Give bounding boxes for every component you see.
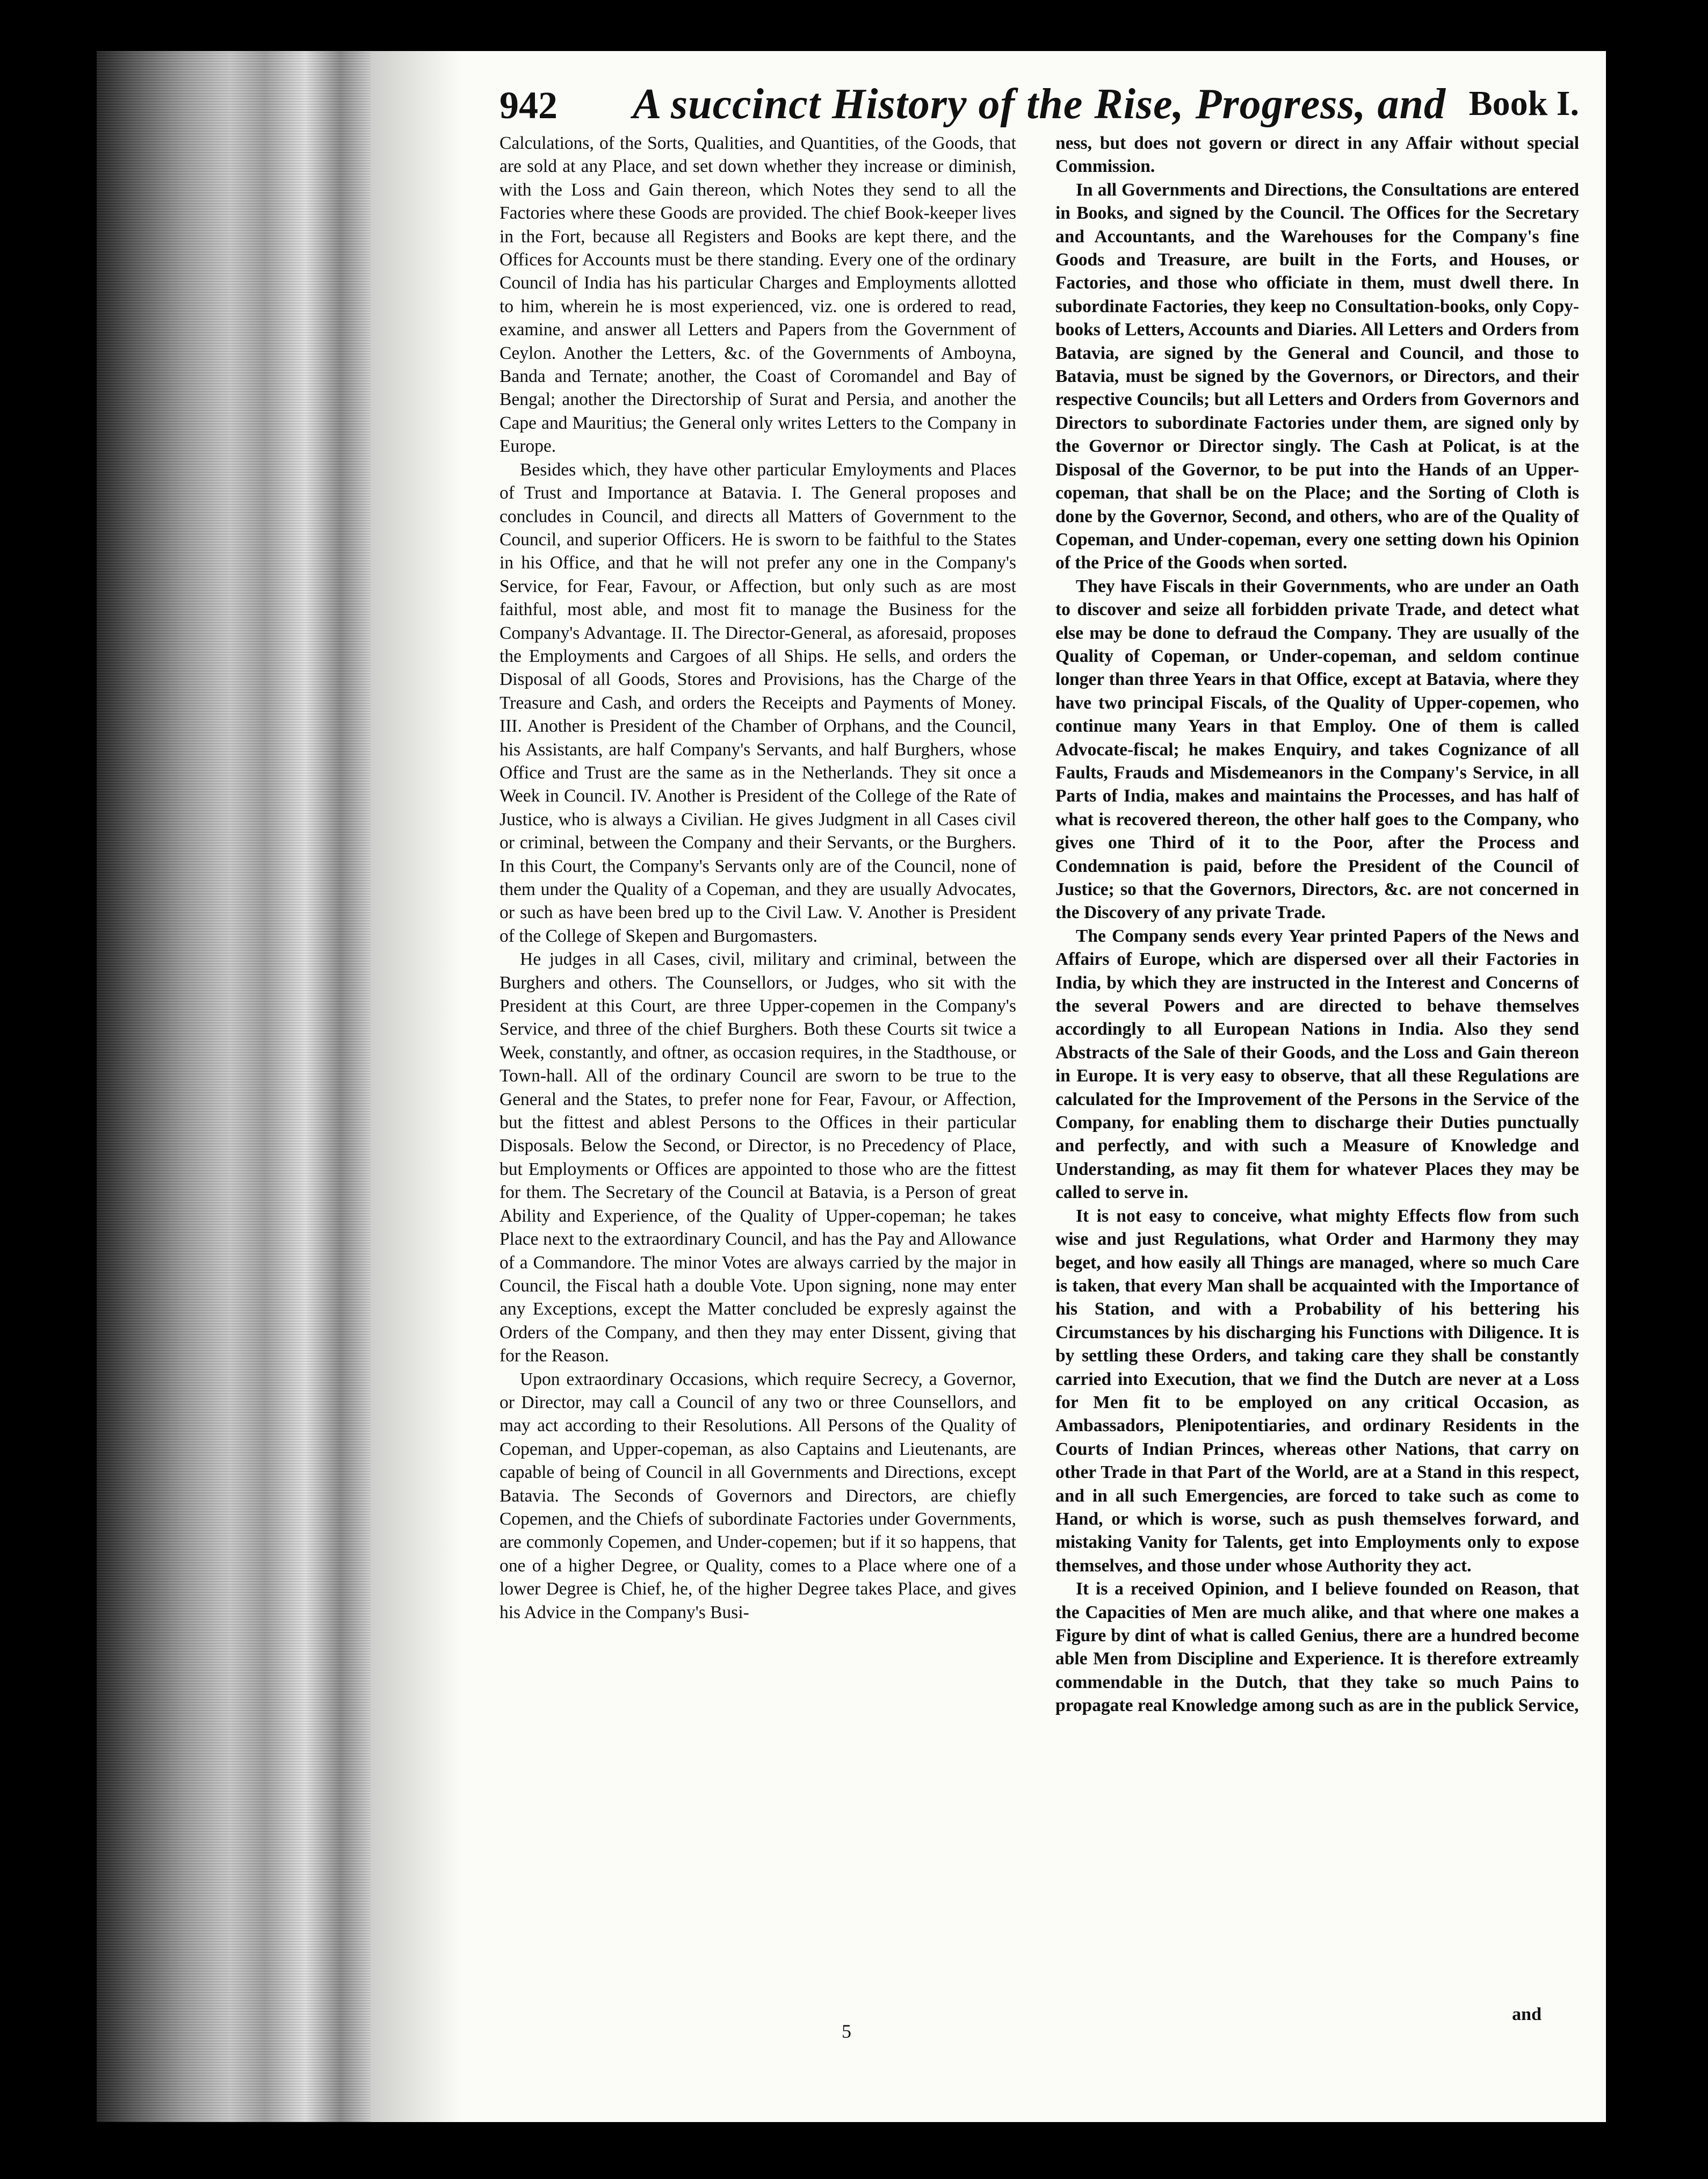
paragraph: He judges in all Cases, civil, military and criminal, between the Burghers and others. The Counsellors, or Judges, who sit with the President at this Court, are three Upper-copemen in the Company's Service, and three of the chief Burghers. Both these Courts sit twice a Week, constantly, and oftner, as occasion requires, in the Stadthouse, or Town-hall. All of the ordinary Council are sworn to be true to the General and the States, to prefer none for Fear, Favour, or Affection, but the fittest and ablest Persons to the Offices in their particular Disposals. Below the Second, or Director, is no Precedency of Place, but Employments or Offices are appointed to those who are the fittest for them. The Secretary of the Council at Batavia, is a Person of great Ability and Experience, of the Quality of Upper-copeman; he takes Place next to the extraordinary Council, and has the Pay and Allowance of a Commandore. The minor Votes are always carried by the major in Council, the Fiscal hath a double Vote. Upon signing, none may enter any Exceptions, except the Matter concluded be expresly against the Orders of the Company, and then they may enter Dissent, giving that for the Reason. (500, 949, 1016, 1366)
paragraph: They have Fiscals in their Governments, who are under an Oath to discover and seize all forbidden private Trade, and detect what else may be done to defraud the Company. They are usually of the Quality of Copeman, or Under-copeman, and seldom continue longer than three Years in that Office, except at Batavia, where they have two principal Fiscals, of the Quality of Upper-copemen, who continue many Years in that Employ. One of them is called Advocate-fiscal; he makes Enquiry, and takes Cognizance of all Faults, Frauds and Misdemeanors in the Company's Service, in all Parts of India, makes and maintains the Processes, and has half of what is recovered thereon, the other half goes to the Company, who gives one Third of it to the Poor, after the Process and Condemnation is paid, before the President of the Council of Justice; so that the Governors, Directors, &c. are not concerned in the Discovery of any private Trade. (1055, 576, 1579, 923)
left-text-column (500, 132, 1016, 2023)
catchword: and (1512, 2004, 1541, 2024)
book-label: Book I. (1468, 84, 1579, 123)
paragraph: Calculations, of the Sorts, Qualities, and Quantities, of the Goods, that are sold at any Place, and set down whether they increase or diminish, with the Loss and Gain thereon, which Notes they send to all the Factories where these Goods are provided. The chief Book-keeper lives in the Fort, because all Registers and Books are kept there, and the Offices for Accounts must be there standing. Every one of the ordinary Council of India has his particular Charges and Employments allotted to him, wherein he is most experienced, viz. one is ordered to read, examine, and answer all Letters and Papers from the Government of Ceylon. Another the Letters, &c. of the Governments of Amboyna, Banda and Ternate; another, the Coast of Coromandel and Bay of Bengal; another the Directorship of Surat and Persia, and another the Cape and Mauritius; the General only writes Letters to the Company in Europe. (500, 133, 1016, 457)
paragraph: ness, but does not govern or direct in any Affair without special Commission. (1055, 133, 1579, 177)
paragraph: It is a received Opinion, and I believe founded on Reason, that the Capacities of Men are much alike, and that where one makes a Figure by dint of what is called Genius, there are a hundred become able Men from Discipline and Experience. It is therefore extreamly commendable in the Dutch, that they take so much Pains to propagate real Knowledge among such as are in the publick Service, (1055, 1579, 1579, 1716)
page-header (500, 73, 1579, 137)
page-number: 942 (500, 84, 558, 127)
paragraph: The Company sends every Year printed Papers of the News and Affairs of Europe, which are dispersed over all their Factories in India, by which they are instructed in the Interest and Concerns of the several Powers and are directed to behave themselves accordingly to all European Nations in India. Also they send Abstracts of the Sale of their Goods, and the Loss and Gain thereon in Europe. It is very easy to observe, that all these Regulations are calculated for the Improvement of the Persons in the Service of the Company, for enabling them to discharge their Duties punctually and perfectly, and with such a Measure of Knowledge and Understanding, as may fit them for whatever Places they may be called to serve in. (1055, 926, 1579, 1203)
right-text-column (1055, 132, 1579, 2023)
signature-mark: 5 (842, 2021, 851, 2042)
paragraph: It is not easy to conceive, what mighty Effects flow from such wise and just Regulations, what Order and Harmony they may beget, and how easily all Things are managed, where so much Care is taken, that every Man shall be acquainted with the Importance of his Station, and with a Probability of his bettering his Circumstances by his discharging his Functions with Diligence. It is by settling these Orders, and taking care they shall be constantly carried into Execution, that we find the Dutch are never at a Loss for Men fit to be employed on any critical Occasion, as Ambassadors, Plenipotentiaries, and ordinary Residents in the Courts of Indian Princes, whereas other Nations, that carry on other Trade in that Part of the World, are at a Stand in this respect, and in all such Emergencies, are forced to take such as come to Hand, or which is worse, such as push themselves forward, and mistaking Vanity for Talents, get into Employments only to expose themselves, and those under whose Authority they act. (1055, 1206, 1579, 1576)
paragraph: Upon extraordinary Occasions, which require Secrecy, a Governor, or Director, may call a Council of any two or three Counsellors, and may act according to their Resolutions. All Persons of the Quality of Copeman, and Upper-copeman, as also Captains and Lieutenants, are capable of being of Council in all Governments and Directions, except Batavia. The Seconds of Governors and Directors, are chiefly Copemen, and the Chiefs of subordinate Factories under Governments, are commonly Copemen, and Under-copemen; but if it so happens, that one of a higher Degree, or Quality, comes to a Place where one of a lower Degree is Chief, he, of the higher Degree takes Place, and gives his Advice in the Company's Busi- (500, 1369, 1016, 1622)
book-binding-gutter (97, 51, 387, 2122)
paragraph: Besides which, they have other particular Emyloyments and Places of Trust and Importance at Batavia. I. The General proposes and concludes in Council, and directs all Matters of Government to the Council, and superior Officers. He is sworn to be faithful to the States in his Office, and that he will not prefer any one in the Company's Service, for Fear, Favour, or Affection, but only such as are most faithful, most able, and most fit to manage the Business for the Company's Advantage. II. The Director-General, as aforesaid, proposes the Employments and Cargoes of all Ships. He sells, and orders the Disposal of all Goods, Stores and Provisions, has the Charge of the Treasure and Cash, and orders the Receipts and Payments of Money. III. Another is President of the Chamber of Orphans, and the Council, his Assistants, are half Company's Servants, and half Burghers, whose Office and Trust are the same as in the Netherlands. They sit once a Week in Council. IV. Another is President of the College of the Rate of Justice, who is always a Civilian. He gives Judgment in all Cases civil or criminal, between the Company and their Servants, or the Burghers. In this Court, the Company's Servants only are of the Council, none of them under the Quality of a Copeman, and they are usually Advocates, or such as have been bred up to the Civil Law. V. Another is President of the College of Skepen and Burgomasters. (500, 459, 1016, 946)
paragraph: In all Governments and Directions, the Consultations are entered in Books, and signed by the Council. The Offices for the Secretary and Accountants, and the Warehouses for the Company's fine Goods and Treasure, are built in the Forts, and Houses, or Factories, and those who officiate in them, must dwell there. In subordinate Factories, they keep no Consultation-books, only Copy-books of Letters, Accounts and Diaries. All Letters and Orders from Batavia, are signed by the General and Council, and those to Batavia, must be signed by the Governors, or Directors, and their respective Councils; but all Letters and Orders from Governors and Directors to subordinate Factories under them, are signed only by the Governor or Director singly. The Cash at Policat, is at the Disposal of the Governor, to be put into the Hands of an Upper-copeman, that shall be on the Place; and the Sorting of Cloth is done by the Governor, Second, and others, who are of the Quality of Copeman, and Under-copeman, every one setting down his Opinion of the Price of the Goods when sorted. (1055, 179, 1579, 573)
book-page (371, 51, 1606, 2122)
running-title: A succinct History of the Rise, Progress, and (633, 81, 1446, 128)
